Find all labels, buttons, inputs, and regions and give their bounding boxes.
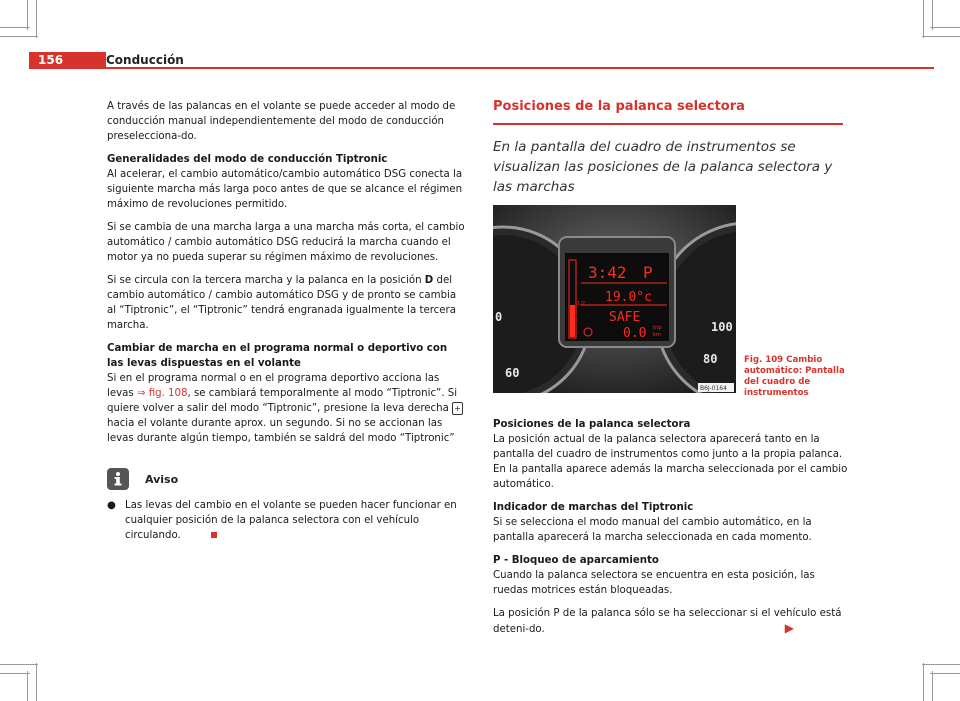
figure-109 <box>493 205 850 405</box>
figure-caption-label: Fig. 109 <box>744 354 784 365</box>
figure-caption-text: Cambio automático: Pantalla del cuadro de instrumentos <box>744 354 845 398</box>
lcd-gear: P <box>643 262 653 282</box>
crop-mark <box>923 663 924 701</box>
note-header <box>107 468 465 490</box>
park-lock-paragraph-2 <box>493 606 850 637</box>
gauge-label-80: 80 <box>703 351 718 366</box>
info-icon <box>107 468 129 490</box>
crop-mark <box>0 664 38 665</box>
lcd-temperature: 19.0°c <box>605 289 652 305</box>
gauge-label-0: 0 <box>495 309 503 324</box>
intro-paragraph: A través de las palancas en el volante se puede acceder al modo de conducción manual independientemente del modo de conducción preselecciona-do. <box>107 101 456 142</box>
crop-mark <box>36 663 37 701</box>
positions-heading: Posiciones de la palanca selectora <box>493 418 691 430</box>
tiptronic-general-heading: Generalidades del modo de conducción Tiptronic <box>107 154 388 165</box>
park-lock-text-2: La posición P de la palanca sólo se ha seleccionar si el vehículo está deteni-do. <box>493 607 842 635</box>
position-d-label: D <box>424 275 434 286</box>
right-column <box>493 98 850 645</box>
section-heading: Posiciones de la palanca selectora <box>493 99 745 114</box>
crop-mark <box>27 0 28 30</box>
note-text-body: Las levas del cambio en el volante se pueden hacer funcionar en cualquier posición de la palanca selectora con el vehículo circulando. <box>125 500 457 541</box>
continue-arrow-icon: ▶ <box>784 620 794 635</box>
lead-text: En la pantalla del cuadro de instrumentos se visualizan las posiciones de la palanca selectora y las marchas <box>493 138 833 195</box>
third-gear-paragraph <box>107 273 465 333</box>
levers-text-a: Si en el programa normal o en el programa deportivo acciona las levas <box>107 373 440 399</box>
plus-lever-icon: + <box>452 402 463 415</box>
third-gear-text-b: del cambio automático / cambio automático DSG y de pronto se cambia al “Tiptronic”, el “Tiptronic” tendrá engranada igualmente la tercera marcha. <box>107 275 457 331</box>
note-bullet-item <box>107 498 465 543</box>
crop-mark <box>930 27 960 28</box>
page-number: 156 <box>38 53 64 67</box>
lcd-trip-unit: trip <box>653 324 662 331</box>
crop-mark <box>932 671 933 701</box>
figure-link[interactable]: ⇒ fig. 108 <box>136 388 188 399</box>
third-gear-text-a: Si se circula con la tercera marcha y la palanca en la posición <box>107 275 425 286</box>
levers-paragraph <box>107 371 465 446</box>
lcd-time: 3:42 <box>588 262 627 282</box>
end-of-section-icon <box>211 532 217 538</box>
lcd-km-unit: km <box>653 331 661 338</box>
fuel-half-label: 1/2 <box>577 300 586 307</box>
instrument-cluster-photo <box>493 205 736 393</box>
crop-mark <box>0 673 30 674</box>
gauge-label-60: 60 <box>505 365 520 380</box>
section-title: Conducción <box>106 53 184 67</box>
crop-mark <box>930 673 960 674</box>
lcd-status: SAFE <box>609 309 641 325</box>
crop-mark <box>932 0 933 30</box>
crop-mark <box>36 0 37 38</box>
crop-mark <box>923 0 924 38</box>
tiptronic-indicator-paragraph: Si se selecciona el modo manual del cambio automático, en la pantalla aparecerá la marcha seleccionada en cada momento. <box>493 516 812 543</box>
crop-mark <box>27 671 28 701</box>
gauge-label-100: 100 <box>711 319 733 334</box>
tiptronic-indicator-heading: Indicador de marchas del Tiptronic <box>493 501 694 513</box>
bullet-icon: ● <box>107 500 116 511</box>
figure-caption <box>744 355 854 399</box>
figure-code: B6J-0164 <box>700 384 727 392</box>
lcd-trip: 0.0 <box>623 325 647 341</box>
section-heading-rule <box>493 123 843 125</box>
crop-mark <box>0 36 38 37</box>
crop-mark <box>922 36 960 37</box>
note-text <box>125 498 465 543</box>
left-column <box>107 99 465 543</box>
downshift-paragraph: Si se cambia de una marcha larga a una marcha más corta, el cambio automático / cambio automático DSG reducirá la marcha cuando el motor ya no pueda superar su régimen máximo de revoluciones. <box>107 222 465 263</box>
levers-text-c: hacia el volante durante aprox. un segundo. Si no se accionan las levas durante algún tiempo, también se saldrá del modo “Tiptronic” <box>107 418 455 444</box>
crop-mark <box>0 27 30 28</box>
levers-text-b: , se cambiará temporalmente al modo “Tiptronic”. Si quiere volver a salir del modo “Tiptronic”, presione la leva derecha <box>107 388 458 414</box>
positions-paragraph: La posición actual de la palanca selectora aparecerá tanto en la pantalla del cuadro de instrumentos como junto a la propia palanca. En la pantalla aparece además la marcha seleccionada por el cambio automático. <box>493 433 848 490</box>
park-lock-paragraph: Cuando la palanca selectora se encuentra en esta posición, las ruedas motrices están bloqueadas. <box>493 569 815 596</box>
note-title: Aviso <box>145 472 179 486</box>
header-rule <box>29 67 934 69</box>
crop-mark <box>922 664 960 665</box>
sport-program-heading: Cambiar de marcha en el programa normal o deportivo con las levas dispuestas en el volante <box>107 343 448 369</box>
park-lock-heading: P - Bloqueo de aparcamiento <box>493 554 659 566</box>
accel-paragraph: Al acelerar, el cambio automático/cambio automático DSG conecta la siguiente marcha más larga poco antes de que se alcance el régimen máximo de revoluciones permitido. <box>107 169 463 210</box>
